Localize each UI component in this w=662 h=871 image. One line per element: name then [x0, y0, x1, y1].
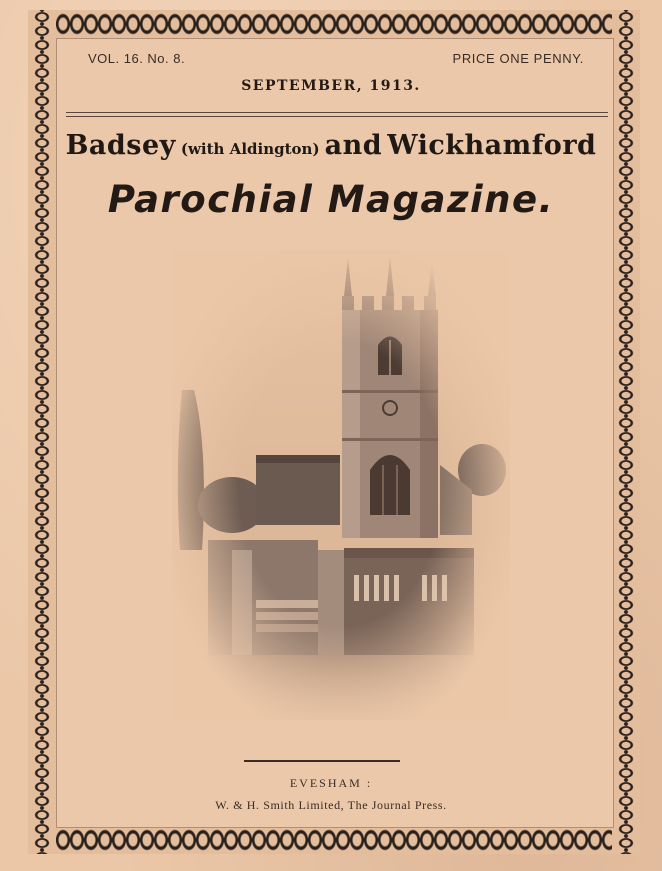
- masthead-and: and: [324, 130, 383, 161]
- ornamental-border-bottom: [28, 826, 640, 854]
- printer-credit: W. & H. Smith Limited, The Journal Press.: [215, 798, 447, 812]
- ornamental-border-top: [28, 10, 640, 38]
- price-label: PRICE ONE PENNY.: [452, 51, 584, 66]
- masthead: [0, 130, 662, 161]
- masthead-aldington: (with Aldington): [180, 140, 320, 158]
- magazine-title: Parochial Magazine.: [107, 178, 555, 221]
- header-rule: [66, 112, 608, 117]
- footer-rule: [244, 760, 400, 762]
- publisher-place: EVESHAM :: [289, 776, 373, 790]
- church-photograph: [172, 250, 510, 720]
- volume-number: VOL. 16. No. 8.: [88, 51, 186, 66]
- masthead-badsey: Badsey: [65, 130, 176, 161]
- issue-date: SEPTEMBER, 1913.: [241, 78, 421, 94]
- masthead-wickhamford: Wickhamford: [387, 130, 597, 161]
